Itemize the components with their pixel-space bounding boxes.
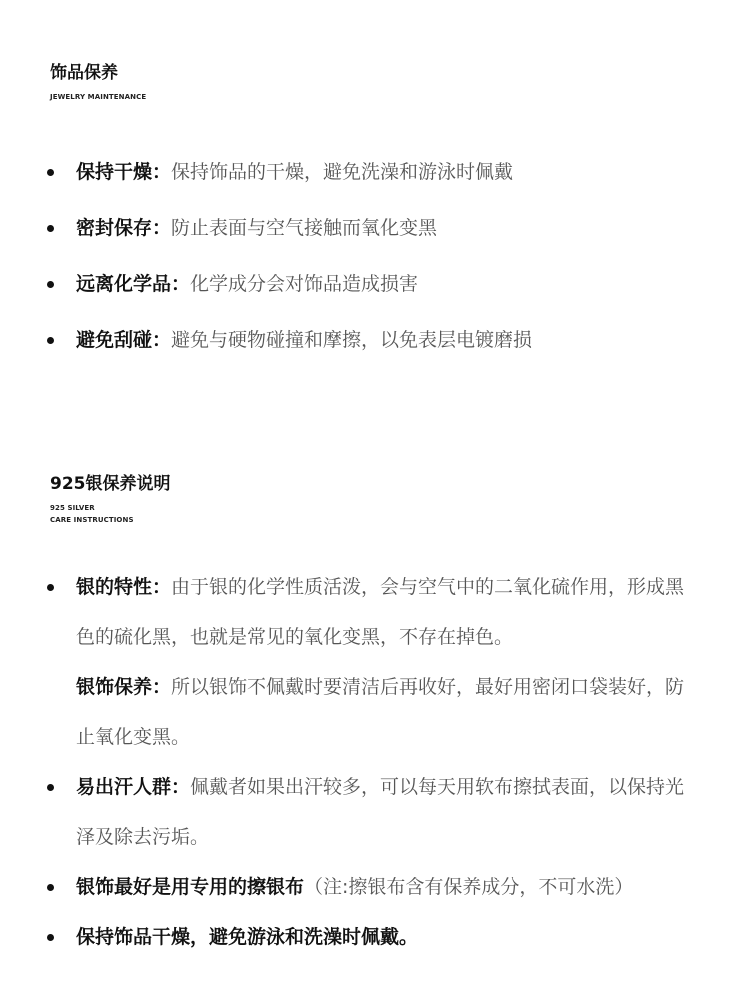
item-text: 防止表面与空气接触而氧化变黑 [171, 217, 438, 239]
section-subtitle-silver: 925 SILVER [50, 504, 95, 512]
list-item [0, 562, 696, 762]
paragraph [76, 562, 696, 662]
item-text: 保持饰品的干燥，避免洗澡和游泳时佩戴 [171, 161, 514, 183]
bullet-icon [47, 784, 54, 791]
item-lead: 远离化学品： [76, 273, 191, 295]
list-item [0, 152, 696, 208]
item-lead: 银饰最好是用专用的擦银布 [76, 876, 305, 898]
item-lead: 避免刮碰： [76, 329, 172, 351]
bullet-icon [47, 584, 54, 591]
silver-care-list [0, 562, 696, 962]
item-lead: 保持干燥： [76, 161, 172, 183]
item-text: 由于银的化学性质活泼，会与空气中的二氧化硫作用，形成黑色的硫化黑，也就是常见的氧化变黑，不存在掉色。 [76, 576, 685, 648]
item-text: 避免与硬物碰撞和摩擦，以免表层电镀磨损 [171, 329, 533, 351]
list-item [0, 320, 696, 376]
item-lead: 易出汗人群： [76, 776, 191, 798]
section-subtitle-jewelry-maintenance: JEWELRY MAINTENANCE [50, 93, 147, 101]
bullet-icon [47, 934, 54, 941]
bullet-icon [47, 169, 54, 176]
list-item [0, 762, 696, 862]
list-item [0, 264, 696, 320]
item-lead: 保持饰品干燥，避免游泳和洗澡时佩戴。 [76, 926, 419, 948]
section-title-jewelry-maintenance: 饰品保养 [50, 63, 118, 83]
section-title-silver-care: 925银保养说明 [50, 474, 171, 494]
section-subtitle-care-instructions: CARE INSTRUCTIONS [50, 516, 134, 524]
item-lead: 银的特性： [76, 576, 172, 598]
bullet-icon [47, 281, 54, 288]
bullet-icon [47, 884, 54, 891]
item-lead: 密封保存： [76, 217, 172, 239]
list-item [0, 208, 696, 264]
bullet-icon [47, 337, 54, 344]
item-text: 佩戴者如果出汗较多，可以每天用软布擦拭表面，以保持光泽及除去污垢。 [76, 776, 685, 848]
jewelry-maintenance-list [0, 152, 696, 376]
list-item [0, 912, 696, 962]
item-note: （注:擦银布含有保养成分，不可水洗） [304, 876, 634, 898]
item-text: 化学成分会对饰品造成损害 [190, 273, 419, 295]
paragraph [76, 662, 696, 762]
item-lead: 银饰保养： [76, 676, 172, 698]
item-text: 所以银饰不佩戴时要清洁后再收好，最好用密闭口袋装好，防止氧化变黑。 [76, 676, 685, 748]
list-item [0, 862, 696, 912]
bullet-icon [47, 225, 54, 232]
